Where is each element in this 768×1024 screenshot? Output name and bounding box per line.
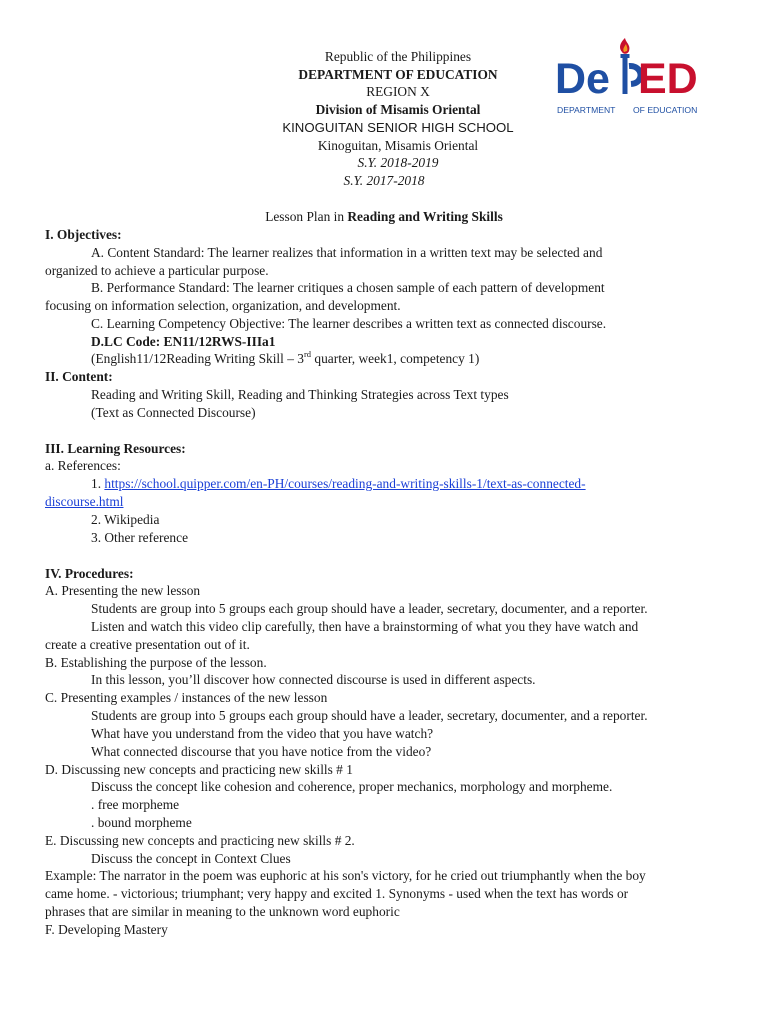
division-line: Division of Misamis Oriental xyxy=(315,102,481,117)
objectives-heading: I. Objectives: xyxy=(45,227,122,242)
learning-competency-line: C. Learning Competency Objective: The learner describes a written text as connected discourse. xyxy=(91,316,607,331)
procedure-d-line3: . bound morpheme xyxy=(91,815,192,830)
reference-1-number: 1. xyxy=(91,476,105,491)
content-heading: II. Content: xyxy=(45,369,113,384)
school-name: KINOGUITAN SENIOR HIGH SCHOOL xyxy=(282,120,514,135)
content-standard-line1: A. Content Standard: The learner realizes that information in a written text may be selected and xyxy=(91,245,603,260)
reference-3: 3. Other reference xyxy=(91,530,189,545)
lc-detail-sup: rd xyxy=(303,348,312,359)
procedure-e-label: E. Discussing new concepts and practicing new skills # 2. xyxy=(45,833,355,848)
content-line1: Reading and Writing Skill, Reading and Thinking Strategies across Text types xyxy=(91,387,509,402)
procedure-a-line1: Students are group into 5 groups each group should have a leader, secretary, documenter, and a reporter. xyxy=(91,601,648,616)
resources-heading: III. Learning Resources: xyxy=(45,441,186,456)
example-line2: came home. - victorious; triumphant; very happy and excited 1. Synonyms - used when the text has words or xyxy=(45,886,629,901)
reference-2: 2. Wikipedia xyxy=(91,512,160,527)
deped-logo xyxy=(553,38,699,120)
torch-icon xyxy=(620,38,629,94)
lesson-title xyxy=(0,208,768,226)
reference-1-link-cont[interactable]: discourse.html xyxy=(45,494,124,509)
deped-logo-graphic xyxy=(553,38,699,120)
procedure-d-line2: . free morpheme xyxy=(91,797,180,812)
lesson-title-subject: Reading and Writing Skills xyxy=(347,209,503,224)
procedure-c-line3: What connected discourse that you have notice from the video? xyxy=(91,744,432,759)
procedure-c-line1: Students are group into 5 groups each group should have a leader, secretary, documenter, and a reporter. xyxy=(91,708,648,723)
procedure-f-label: F. Developing Mastery xyxy=(45,922,168,937)
logo-wordmark-right: ED xyxy=(638,55,698,103)
procedure-a-label: A. Presenting the new lesson xyxy=(45,583,201,598)
procedure-b-label: B. Establishing the purpose of the lesson. xyxy=(45,655,267,670)
example-line1: Example: The narrator in the poem was euphoric at his son's victory, for he cried out triumphantly when the boy xyxy=(45,868,646,883)
procedure-a-line2: Listen and watch this video clip carefully, then have a brainstorming of what you they have watch and xyxy=(91,619,639,634)
procedure-c-label: C. Presenting examples / instances of the new lesson xyxy=(45,690,328,705)
department-line: DEPARTMENT OF EDUCATION xyxy=(298,67,498,82)
reference-1-cont xyxy=(45,493,123,511)
procedure-b-line1: In this lesson, you’ll discover how connected discourse is used in different aspects. xyxy=(91,672,536,687)
reference-1 xyxy=(91,475,586,493)
school-year-1: S.Y. 2018-2019 xyxy=(357,155,439,170)
reference-1-link[interactable]: https://school.quipper.com/en-PH/courses/reading-and-writing-skills-1/text-as-connected- xyxy=(104,476,586,491)
procedure-c-line2: What have you understand from the video that you have watch? xyxy=(91,726,434,741)
school-year-2: S.Y. 2017-2018 xyxy=(343,173,425,188)
lc-code: D.LC Code: EN11/12RWS-IIIa1 xyxy=(91,334,276,349)
performance-standard-line2: focusing on information selection, organization, and development. xyxy=(45,298,401,313)
procedure-a-line3: create a creative presentation out of it. xyxy=(45,637,250,652)
republic-line: Republic of the Philippines xyxy=(324,49,472,64)
lesson-title-prefix: Lesson Plan in xyxy=(265,209,348,224)
procedure-d-label: D. Discussing new concepts and practicing new skills # 1 xyxy=(45,762,353,777)
references-label: a. References: xyxy=(45,458,121,473)
content-standard-line2: organized to achieve a particular purpose. xyxy=(45,263,269,278)
procedure-d-line1: Discuss the concept like cohesion and coherence, proper mechanics, morphology and morpheme. xyxy=(91,779,613,794)
procedures-heading: IV. Procedures: xyxy=(45,566,134,581)
logo-wordmark-left: De xyxy=(555,55,610,103)
logo-caption-right: OF EDUCATION xyxy=(633,105,698,115)
procedure-e-line1: Discuss the concept in Context Clues xyxy=(91,851,291,866)
lc-detail-post: quarter, week1, competency 1) xyxy=(311,351,480,366)
lc-code-detail xyxy=(91,350,479,368)
school-address: Kinoguitan, Misamis Oriental xyxy=(317,138,479,153)
logo-caption-left: DEPARTMENT xyxy=(557,105,616,115)
example-line3: phrases that are similar in meaning to the unknown word euphoric xyxy=(45,904,400,919)
performance-standard-line1: B. Performance Standard: The learner critiques a chosen sample of each pattern of development xyxy=(91,280,605,295)
lc-detail-pre: (English11/12Reading Writing Skill – 3 xyxy=(91,351,304,366)
region-line: REGION X xyxy=(366,84,430,99)
content-line2: (Text as Connected Discourse) xyxy=(91,405,256,420)
